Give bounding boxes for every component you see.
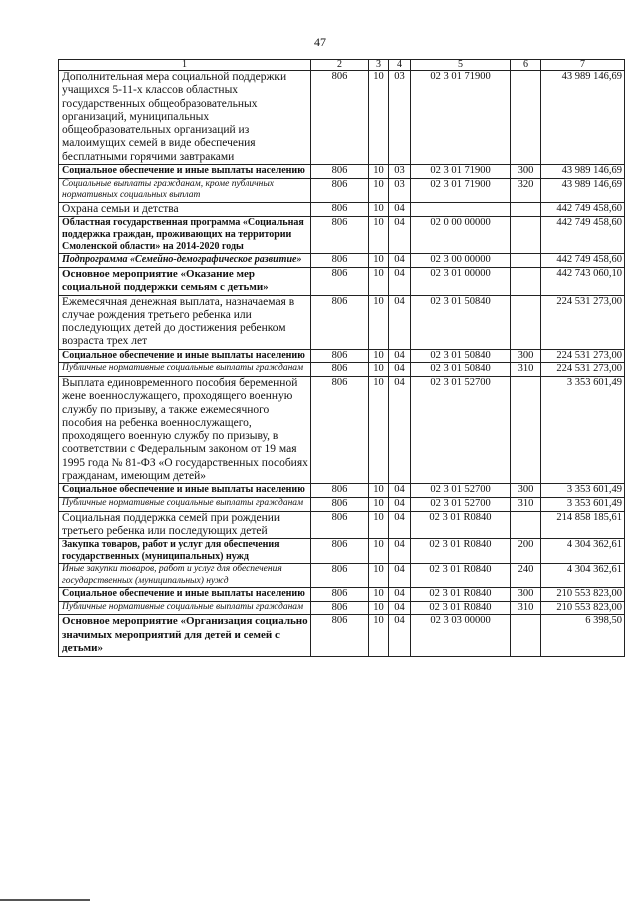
row-article-cell: 02 3 01 50840 bbox=[411, 363, 511, 377]
row-subsection-cell: 04 bbox=[389, 376, 411, 483]
table-row bbox=[59, 497, 625, 511]
row-section-cell: 10 bbox=[369, 376, 389, 483]
row-name-cell: Публичные нормативные социальные выплаты гражданам bbox=[59, 497, 311, 511]
row-expense-type-cell bbox=[511, 253, 541, 267]
row-sum-cell: 210 553 823,00 bbox=[541, 588, 625, 602]
row-name-cell: Публичные нормативные социальные выплаты гражданам bbox=[59, 363, 311, 377]
row-admin-cell: 806 bbox=[311, 564, 369, 588]
row-subsection-cell: 04 bbox=[389, 349, 411, 363]
header-cell: 7 bbox=[541, 60, 625, 71]
row-name-cell: Ежемесячная денежная выплата, назначаемая в случае рождения третьего ребенка или последующих детей до достижения ребенком возраста трех лет bbox=[59, 295, 311, 349]
row-name-cell: Областная государственная программа «Социальная поддержка граждан, проживающих на территории Смоленской области» на 2014-2020 годы bbox=[59, 216, 311, 253]
row-admin-cell: 806 bbox=[311, 267, 369, 295]
table-row bbox=[59, 202, 625, 216]
row-sum-cell: 442 749 458,60 bbox=[541, 253, 625, 267]
row-article-cell: 02 3 01 71900 bbox=[411, 165, 511, 179]
row-admin-cell: 806 bbox=[311, 615, 369, 657]
row-article-cell: 02 3 01 71900 bbox=[411, 71, 511, 165]
row-subsection-cell: 04 bbox=[389, 202, 411, 216]
row-section-cell: 10 bbox=[369, 71, 389, 165]
row-name-cell: Выплата единовременного пособия беременной жене военнослужащего, проходящего военную службу по призыву, а также ежемесячного пособия на ребенка военнослужащего, проходящего военную службу по призыву, в соответствии с Федеральным законом от 19 мая 1995 года № 81-ФЗ «О государственных пособиях гражданам, имеющим детей» bbox=[59, 376, 311, 483]
row-section-cell: 10 bbox=[369, 165, 389, 179]
row-section-cell: 10 bbox=[369, 615, 389, 657]
row-article-cell: 02 0 00 00000 bbox=[411, 216, 511, 253]
row-section-cell: 10 bbox=[369, 511, 389, 539]
row-section-cell: 10 bbox=[369, 484, 389, 498]
row-expense-type-cell bbox=[511, 202, 541, 216]
row-sum-cell: 224 531 273,00 bbox=[541, 295, 625, 349]
row-article-cell bbox=[411, 202, 511, 216]
row-name-cell: Закупка товаров, работ и услуг для обеспечения государственных (муниципальных) нужд bbox=[59, 539, 311, 564]
row-expense-type-cell: 300 bbox=[511, 588, 541, 602]
row-expense-type-cell bbox=[511, 511, 541, 539]
row-expense-type-cell: 310 bbox=[511, 363, 541, 377]
table-row bbox=[59, 71, 625, 165]
row-sum-cell: 6 398,50 bbox=[541, 615, 625, 657]
row-name-cell: Социальная поддержка семей при рождении третьего ребенка или последующих детей bbox=[59, 511, 311, 539]
row-name-cell: Дополнительная мера социальной поддержки учащихся 5-11-х классов областных государственных общеобразовательных организаций, муниципальных общеобразовательных организаций из малоимущих семей в виде обеспечения бесплатными горячими завтраками bbox=[59, 71, 311, 165]
budget-table bbox=[58, 59, 625, 657]
table-row bbox=[59, 363, 625, 377]
row-section-cell: 10 bbox=[369, 539, 389, 564]
row-name-cell: Подпрограмма «Семейно-демографическое развитие» bbox=[59, 253, 311, 267]
row-admin-cell: 806 bbox=[311, 202, 369, 216]
row-section-cell: 10 bbox=[369, 216, 389, 253]
table-row bbox=[59, 484, 625, 498]
row-section-cell: 10 bbox=[369, 349, 389, 363]
table-body bbox=[59, 60, 625, 657]
table-row bbox=[59, 295, 625, 349]
row-admin-cell: 806 bbox=[311, 71, 369, 165]
row-sum-cell: 43 989 146,69 bbox=[541, 71, 625, 165]
row-admin-cell: 806 bbox=[311, 165, 369, 179]
table-row bbox=[59, 564, 625, 588]
row-subsection-cell: 04 bbox=[389, 539, 411, 564]
row-expense-type-cell: 310 bbox=[511, 497, 541, 511]
table-row bbox=[59, 601, 625, 615]
row-sum-cell: 442 749 458,60 bbox=[541, 216, 625, 253]
table-row bbox=[59, 178, 625, 202]
row-sum-cell: 224 531 273,00 bbox=[541, 363, 625, 377]
page-number: 47 bbox=[314, 35, 326, 49]
row-section-cell: 10 bbox=[369, 295, 389, 349]
row-article-cell: 02 3 01 50840 bbox=[411, 349, 511, 363]
row-section-cell: 10 bbox=[369, 178, 389, 202]
row-subsection-cell: 04 bbox=[389, 484, 411, 498]
row-admin-cell: 806 bbox=[311, 295, 369, 349]
header-cell: 5 bbox=[411, 60, 511, 71]
table-row bbox=[59, 588, 625, 602]
header-cell: 4 bbox=[389, 60, 411, 71]
row-sum-cell: 210 553 823,00 bbox=[541, 601, 625, 615]
row-expense-type-cell bbox=[511, 267, 541, 295]
row-expense-type-cell bbox=[511, 295, 541, 349]
row-admin-cell: 806 bbox=[311, 588, 369, 602]
row-expense-type-cell bbox=[511, 216, 541, 253]
row-admin-cell: 806 bbox=[311, 253, 369, 267]
row-sum-cell: 442 749 458,60 bbox=[541, 202, 625, 216]
row-article-cell: 02 3 01 R0840 bbox=[411, 601, 511, 615]
row-article-cell: 02 3 01 R0840 bbox=[411, 511, 511, 539]
row-name-cell: Социальные выплаты гражданам, кроме публичных нормативных социальных выплат bbox=[59, 178, 311, 202]
row-section-cell: 10 bbox=[369, 202, 389, 216]
row-expense-type-cell: 300 bbox=[511, 165, 541, 179]
row-section-cell: 10 bbox=[369, 363, 389, 377]
table-row bbox=[59, 216, 625, 253]
row-subsection-cell: 04 bbox=[389, 295, 411, 349]
row-admin-cell: 806 bbox=[311, 497, 369, 511]
row-admin-cell: 806 bbox=[311, 216, 369, 253]
row-article-cell: 02 3 01 50840 bbox=[411, 295, 511, 349]
row-name-cell: Социальное обеспечение и иные выплаты населению bbox=[59, 165, 311, 179]
row-section-cell: 10 bbox=[369, 253, 389, 267]
row-admin-cell: 806 bbox=[311, 539, 369, 564]
table-row bbox=[59, 253, 625, 267]
header-cell: 1 bbox=[59, 60, 311, 71]
row-admin-cell: 806 bbox=[311, 363, 369, 377]
row-article-cell: 02 3 01 71900 bbox=[411, 178, 511, 202]
row-subsection-cell: 04 bbox=[389, 216, 411, 253]
table-row bbox=[59, 349, 625, 363]
row-section-cell: 10 bbox=[369, 588, 389, 602]
row-sum-cell: 3 353 601,49 bbox=[541, 484, 625, 498]
row-subsection-cell: 03 bbox=[389, 178, 411, 202]
row-expense-type-cell bbox=[511, 376, 541, 483]
row-sum-cell: 224 531 273,00 bbox=[541, 349, 625, 363]
row-admin-cell: 806 bbox=[311, 178, 369, 202]
table-row bbox=[59, 539, 625, 564]
row-subsection-cell: 04 bbox=[389, 267, 411, 295]
row-subsection-cell: 04 bbox=[389, 615, 411, 657]
row-subsection-cell: 04 bbox=[389, 601, 411, 615]
row-sum-cell: 4 304 362,61 bbox=[541, 564, 625, 588]
scan-edge-mark bbox=[0, 899, 90, 901]
row-sum-cell: 3 353 601,49 bbox=[541, 497, 625, 511]
row-expense-type-cell bbox=[511, 71, 541, 165]
row-subsection-cell: 04 bbox=[389, 497, 411, 511]
row-expense-type-cell: 320 bbox=[511, 178, 541, 202]
row-section-cell: 10 bbox=[369, 497, 389, 511]
row-admin-cell: 806 bbox=[311, 484, 369, 498]
row-admin-cell: 806 bbox=[311, 376, 369, 483]
table-row bbox=[59, 376, 625, 483]
row-subsection-cell: 03 bbox=[389, 71, 411, 165]
row-article-cell: 02 3 01 R0840 bbox=[411, 564, 511, 588]
table-row bbox=[59, 511, 625, 539]
row-sum-cell: 43 989 146,69 bbox=[541, 165, 625, 179]
row-article-cell: 02 3 01 52700 bbox=[411, 376, 511, 483]
row-name-cell: Охрана семьи и детства bbox=[59, 202, 311, 216]
row-expense-type-cell: 300 bbox=[511, 484, 541, 498]
row-sum-cell: 214 858 185,61 bbox=[541, 511, 625, 539]
row-name-cell: Основное мероприятие «Организация социально значимых мероприятий для детей и семей с детьми» bbox=[59, 615, 311, 657]
table-header-row bbox=[59, 60, 625, 71]
row-expense-type-cell: 240 bbox=[511, 564, 541, 588]
row-subsection-cell: 03 bbox=[389, 165, 411, 179]
row-name-cell: Социальное обеспечение и иные выплаты населению bbox=[59, 484, 311, 498]
row-sum-cell: 3 353 601,49 bbox=[541, 376, 625, 483]
table-row bbox=[59, 615, 625, 657]
row-name-cell: Социальное обеспечение и иные выплаты населению bbox=[59, 349, 311, 363]
row-name-cell: Социальное обеспечение и иные выплаты населению bbox=[59, 588, 311, 602]
row-admin-cell: 806 bbox=[311, 601, 369, 615]
row-subsection-cell: 04 bbox=[389, 363, 411, 377]
row-subsection-cell: 04 bbox=[389, 253, 411, 267]
row-section-cell: 10 bbox=[369, 601, 389, 615]
row-admin-cell: 806 bbox=[311, 511, 369, 539]
row-expense-type-cell: 310 bbox=[511, 601, 541, 615]
row-subsection-cell: 04 bbox=[389, 588, 411, 602]
table-row bbox=[59, 267, 625, 295]
header-cell: 3 bbox=[369, 60, 389, 71]
row-article-cell: 02 3 03 00000 bbox=[411, 615, 511, 657]
row-subsection-cell: 04 bbox=[389, 564, 411, 588]
row-name-cell: Иные закупки товаров, работ и услуг для обеспечения государственных (муниципальных) нужд bbox=[59, 564, 311, 588]
row-article-cell: 02 3 01 52700 bbox=[411, 497, 511, 511]
row-section-cell: 10 bbox=[369, 564, 389, 588]
table-row bbox=[59, 165, 625, 179]
row-name-cell: Основное мероприятие «Оказание мер социальной поддержки семьям с детьми» bbox=[59, 267, 311, 295]
header-cell: 2 bbox=[311, 60, 369, 71]
row-sum-cell: 442 743 060,10 bbox=[541, 267, 625, 295]
row-section-cell: 10 bbox=[369, 267, 389, 295]
row-subsection-cell: 04 bbox=[389, 511, 411, 539]
row-article-cell: 02 3 01 00000 bbox=[411, 267, 511, 295]
header-cell: 6 bbox=[511, 60, 541, 71]
row-article-cell: 02 3 01 R0840 bbox=[411, 588, 511, 602]
row-sum-cell: 43 989 146,69 bbox=[541, 178, 625, 202]
row-sum-cell: 4 304 362,61 bbox=[541, 539, 625, 564]
row-expense-type-cell bbox=[511, 615, 541, 657]
row-name-cell: Публичные нормативные социальные выплаты гражданам bbox=[59, 601, 311, 615]
row-admin-cell: 806 bbox=[311, 349, 369, 363]
row-expense-type-cell: 200 bbox=[511, 539, 541, 564]
row-article-cell: 02 3 00 00000 bbox=[411, 253, 511, 267]
row-expense-type-cell: 300 bbox=[511, 349, 541, 363]
row-article-cell: 02 3 01 R0840 bbox=[411, 539, 511, 564]
row-article-cell: 02 3 01 52700 bbox=[411, 484, 511, 498]
